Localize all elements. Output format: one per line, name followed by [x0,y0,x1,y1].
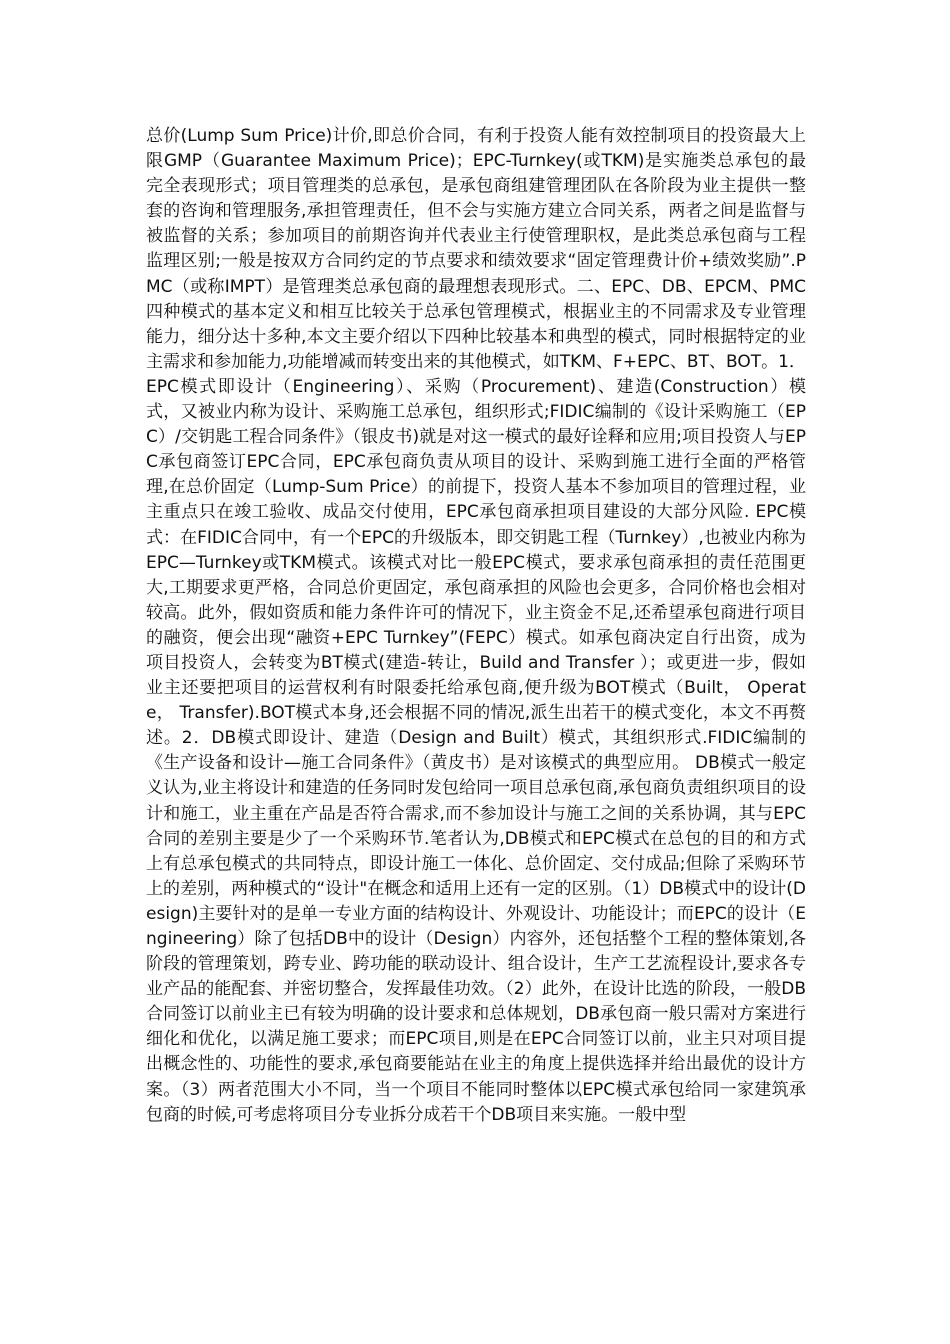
body-paragraph: 总价(Lump Sum Price)计价,即总价合同，有利于投资人能有效控制项目的投资最大上限GMP（Guarantee Maximum Price)；EPC-Turnkey(或TKM)是实施类总承包的最完全表现形式；项目管理类的总承包，是承包商组建管理团队在各阶段为业主提供一整套的咨询和管理服务,承担管理责任，但不会与实施方建立合同关系，两者之间是监督与被监督的关系；参加项目的前期咨询并代表业主行使管理职权，是此类总承包商与工程监理区别;一般是按双方合同约定的节点要求和绩效要求“固定管理费计价+绩效奖励”.PMC（或称IMPT）是管理类总承包商的最理想表现形式。二、EPC、DB、EPCM、PMC四种模式的基本定义和相互比较关于总承包管理模式，根据业主的不同需求及专业管理能力，细分达十多种,本文主要介绍以下四种比较基本和典型的模式，同时根据特定的业主需求和参加能力,功能增减而转变出来的其他模式，如TKM、F+EPC、BT、BOT。1．EPC模式即设计（Engineering）、采购（Procurement)、建造(Construction）模式，又被业内称为设计、采购施工总承包，组织形式;FIDIC编制的《设计采购施工（EPC）/交钥匙工程合同条件》（银皮书)就是对这一模式的最好诠释和应用;项目投资人与EPC承包商签订EPC合同，EPC承包商负责从项目的设计、采购到施工进行全面的严格管理,在总价固定（Lump-Sum Price）的前提下，投资人基本不参加项目的管理过程，业主重点只在竣工验收、成品交付使用，EPC承包商承担项目建设的大部分风险. EPC模式：在FIDIC合同中，有一个EPC的升级版本，即交钥匙工程（Turnkey）,也被业内称为EPC—Turnkey或TKM模式。该模式对比一般EPC模式，要求承包商承担的责任范围更大,工期要求更严格，合同总价更固定，承包商承担的风险也会更多，合同价格也会相对较高。此外，假如资质和能力条件许可的情况下，业主资金不足,还希望承包商进行项目的融资，便会出现“融资+EPC Turnkey”(FEPC）模式。如承包商决定自行出资，成为项目投资人，会转变为BT模式(建造-转让，Build and Transfer ）；或更进一步，假如业主还要把项目的运营权利有时限委托给承包商,便升级为BOT模式（Built， Operate， Transfer).BOT模式本身,还会根据不同的情况,派生出若干的模式变化，本文不再赘述。2．DB模式即设计、建造（Design and Built）模式，其组织形式.FIDIC编制的《生产设备和设计—施工合同条件》（黄皮书）是对该模式的典型应用。 DB模式一般定义认为,业主将设计和建造的任务同时发包给同一项目总承包商,承包商负责组织项目的设计和施工，业主重在产品是否符合需求,而不参加设计与施工之间的关系协调，其与EPC合同的差别主要是少了一个采购环节.笔者认为,DB模式和EPC模式在总包的目的和方式上有总承包模式的共同特点，即设计施工一体化、总价固定、交付成品;但除了采购环节上的差别，两种模式的“设计"在概念和适用上还有一定的区别。（1）DB模式中的设计(Design)主要针对的是单一专业方面的结构设计、外观设计、功能设计；而EPC的设计（Engineering）除了包括DB中的设计（Design）内容外，还包括整个工程的整体策划,各阶段的管理策划，跨专业、跨功能的联动设计、组合设计，生产工艺流程设计,要求各专业产品的能配套、并密切整合，发挥最佳功效。（2）此外，在设计比选的阶段，一般DB合同签订以前业主已有较为明确的设计要求和总体规划，DB承包商一般只需对方案进行细化和优化，以满足施工要求；而EPC项目,则是在EPC合同签订以前，业主只对项目提出概念性的、功能性的要求,承包商要能站在业主的角度上提供选择并给出最优的设计方案。（3）两者范围大小不同，当一个项目不能同时整体以EPC模式承包给同一家建筑承包商的时候,可考虑将项目分专业拆分成若干个DB项目来实施。一般中型 [146,126,806,1125]
